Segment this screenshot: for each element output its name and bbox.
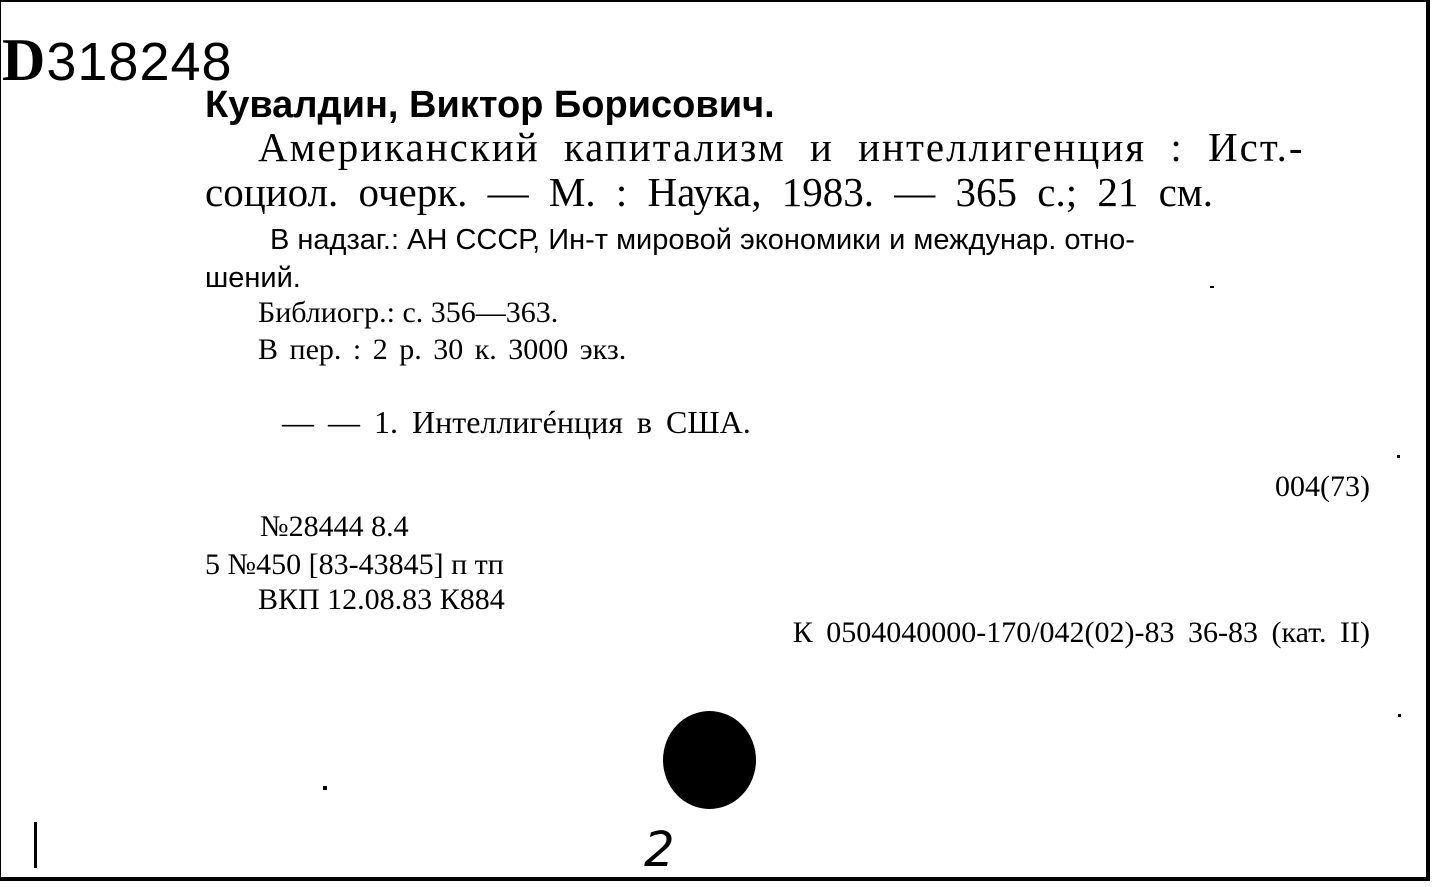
registration-number: №28444 8.4 bbox=[260, 510, 409, 543]
bibliography-note: Библиогр.: с. 356—363. bbox=[258, 296, 559, 329]
vkp-line: ВКП 12.08.83 К884 bbox=[258, 583, 505, 616]
author-name: Кувалдин, Виктор Борисович. bbox=[205, 84, 775, 126]
call-number bbox=[2, 27, 233, 93]
subject-heading: — — 1. Интеллигéнция в США. bbox=[282, 404, 751, 440]
publication-code: К 0504040000-170/042(02)-83 36-83 (кат. II) bbox=[792, 616, 1370, 649]
note-line-1: В надзаг.: АН СССР, Ин-т мировой экономики и междунар. отно- bbox=[270, 224, 1135, 256]
scan-speck bbox=[323, 786, 327, 790]
scan-speck bbox=[1397, 455, 1400, 458]
punch-hole bbox=[663, 711, 756, 809]
scan-speck bbox=[1398, 714, 1401, 717]
scan-speck bbox=[34, 822, 37, 868]
order-number: 5 №450 [83-43845] п тп bbox=[205, 548, 504, 581]
classification-code: 004(73) bbox=[1275, 470, 1370, 503]
scan-speck bbox=[1210, 286, 1214, 288]
call-number-prefix: D bbox=[2, 27, 47, 93]
call-number-digits: 318248 bbox=[46, 32, 233, 92]
title-line-1: Американский капитализм и интеллигенция : Ист.- bbox=[258, 124, 1305, 170]
handwritten-mark: 2 bbox=[644, 822, 675, 878]
note-line-2: шений. bbox=[205, 262, 301, 294]
title-line-2: социол. очерк. — М. : Наука, 1983. — 365 с.; 21 см. bbox=[205, 169, 1213, 215]
price-line: В пер. : 2 р. 30 к. 3000 экз. bbox=[258, 333, 627, 366]
